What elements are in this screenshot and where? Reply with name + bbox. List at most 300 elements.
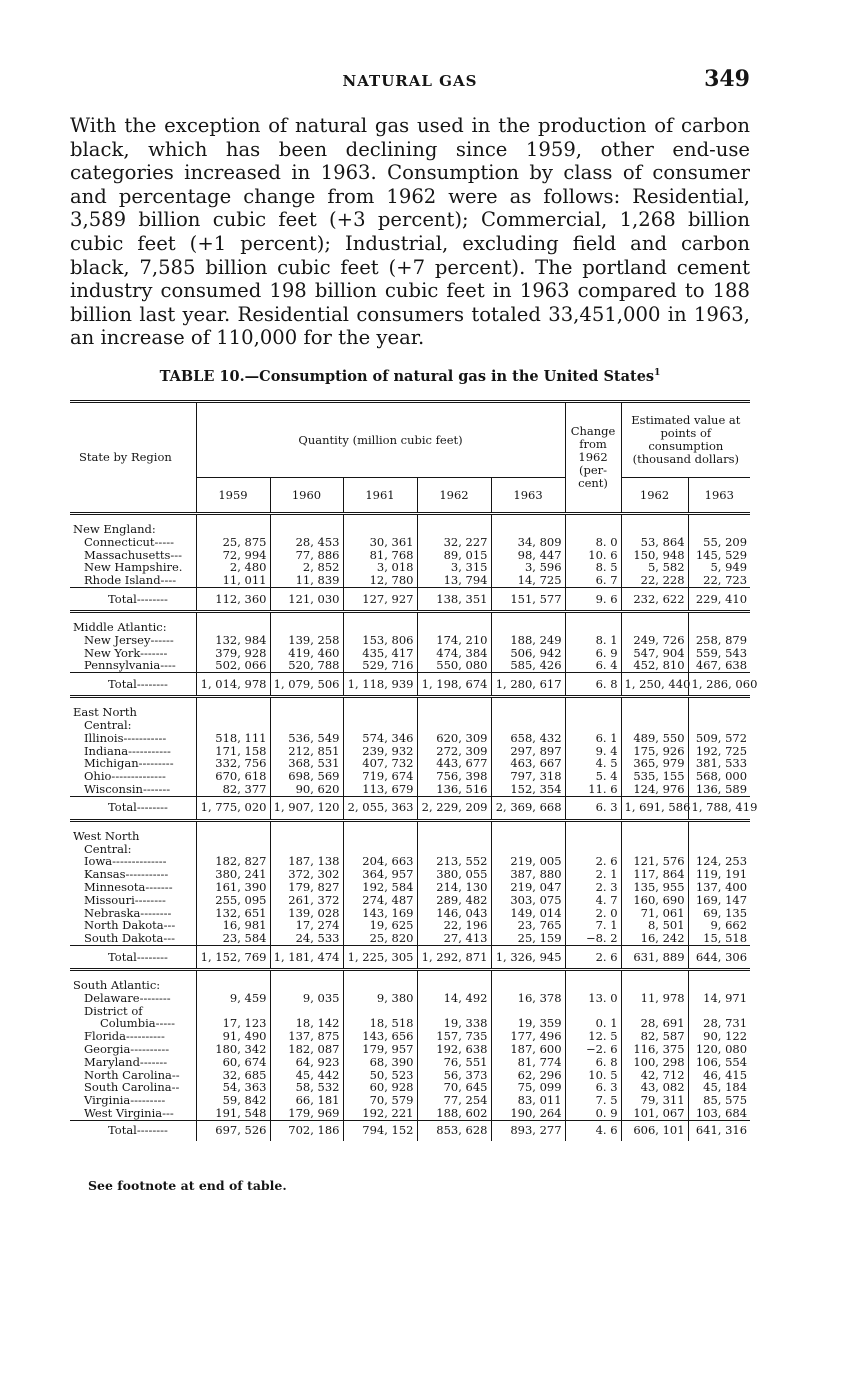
total-cell: 697, 526: [196, 1120, 270, 1141]
data-cell: 82, 377: [196, 783, 270, 796]
total-row: [70, 587, 750, 611]
data-cell: 145, 529: [688, 549, 750, 562]
data-cell: 698, 569: [270, 770, 343, 783]
data-cell: 3, 018: [343, 561, 417, 574]
total-cell: 702, 186: [270, 1120, 343, 1141]
total-cell: 138, 351: [417, 587, 491, 611]
data-cell: 474, 384: [417, 647, 491, 660]
empty-cell: [196, 697, 270, 719]
empty-cell: [270, 697, 343, 719]
data-cell: 17, 123: [196, 1017, 270, 1030]
data-cell: 372, 302: [270, 868, 343, 881]
data-cell: 66, 181: [270, 1094, 343, 1107]
total-cell: 1, 286, 060: [688, 673, 750, 697]
data-cell: 28, 691: [621, 1017, 688, 1030]
data-cell: 132, 984: [196, 634, 270, 647]
data-cell: 19, 359: [491, 1017, 565, 1030]
region-name: New England:: [73, 522, 156, 536]
data-cell: 55, 209: [688, 536, 750, 549]
region-header-row: [70, 969, 750, 991]
data-cell: 83, 011: [491, 1094, 565, 1107]
data-cell: 6. 9: [565, 647, 621, 660]
data-cell: 192, 221: [343, 1107, 417, 1120]
data-cell: 5. 4: [565, 770, 621, 783]
data-cell: 62, 296: [491, 1069, 565, 1082]
data-cell: 192, 725: [688, 745, 750, 758]
data-cell: 113, 679: [343, 783, 417, 796]
data-cell: 14, 725: [491, 574, 565, 587]
state-name: Missouri--------: [84, 893, 166, 907]
data-cell: 177, 496: [491, 1030, 565, 1043]
data-cell: −2. 6: [565, 1043, 621, 1056]
empty-cell: [270, 969, 343, 991]
empty-cell: [417, 820, 491, 842]
empty-cell: [417, 719, 491, 732]
total-cell: 794, 152: [343, 1120, 417, 1141]
data-cell: 506, 942: [491, 647, 565, 660]
data-cell: 239, 932: [343, 745, 417, 758]
data-cell: 182, 087: [270, 1043, 343, 1056]
data-cell: 364, 957: [343, 868, 417, 881]
data-cell: 27, 413: [417, 932, 491, 945]
empty-cell: [343, 514, 417, 536]
empty-cell: [343, 611, 417, 633]
data-cell: 171, 158: [196, 745, 270, 758]
data-cell: −8. 2: [565, 932, 621, 945]
data-cell: 23, 765: [491, 919, 565, 932]
data-cell: 387, 880: [491, 868, 565, 881]
data-cell: 380, 241: [196, 868, 270, 881]
data-cell: 620, 309: [417, 732, 491, 745]
state-name: Rhode Island----: [84, 574, 177, 588]
data-cell: 188, 249: [491, 634, 565, 647]
data-cell: 139, 258: [270, 634, 343, 647]
data-cell: 435, 417: [343, 647, 417, 660]
data-cell: 116, 375: [621, 1043, 688, 1056]
data-cell: 139, 028: [270, 907, 343, 920]
empty-cell: [565, 514, 621, 536]
stub-header: State by Region: [70, 402, 196, 514]
data-cell: 77, 886: [270, 549, 343, 562]
data-cell: 12, 780: [343, 574, 417, 587]
empty-cell: [621, 611, 688, 633]
state-name: Kansas-----------: [84, 868, 169, 881]
data-cell: 7. 5: [565, 1094, 621, 1107]
total-cell: 6. 8: [565, 673, 621, 697]
empty-cell: [491, 611, 565, 633]
data-cell: 150, 948: [621, 549, 688, 562]
empty-cell: [270, 719, 343, 732]
state-name: Ohio--------------: [84, 770, 166, 783]
page-number: 349: [704, 66, 750, 92]
region-header-row: [70, 697, 750, 719]
table-row: [70, 634, 750, 647]
data-cell: 58, 532: [270, 1081, 343, 1094]
data-cell: 550, 080: [417, 659, 491, 672]
data-cell: 16, 242: [621, 932, 688, 945]
total-cell: 229, 410: [688, 587, 750, 611]
region-name: West North: [73, 828, 140, 843]
total-cell: 232, 622: [621, 587, 688, 611]
data-cell: 756, 398: [417, 770, 491, 783]
data-cell: 204, 663: [343, 855, 417, 868]
table-row: [70, 1107, 750, 1120]
data-cell: 23, 584: [196, 932, 270, 945]
data-cell: 4. 7: [565, 894, 621, 907]
data-cell: 22, 723: [688, 574, 750, 587]
data-cell: 8. 0: [565, 536, 621, 549]
data-cell: 60, 674: [196, 1056, 270, 1069]
table-title-text: TABLE 10.—Consumption of natural gas in the United States: [159, 368, 655, 385]
total-cell: 112, 360: [196, 587, 270, 611]
data-cell: 2. 1: [565, 868, 621, 881]
region-name-continued: Central:: [84, 842, 132, 856]
total-cell: 631, 889: [621, 945, 688, 969]
data-cell: 18, 142: [270, 1017, 343, 1030]
total-cell: 2. 6: [565, 945, 621, 969]
total-cell: 1, 079, 506: [270, 673, 343, 697]
data-cell: 188, 602: [417, 1107, 491, 1120]
data-cell: 187, 600: [491, 1043, 565, 1056]
data-cell: 79, 311: [621, 1094, 688, 1107]
table-row: [70, 732, 750, 745]
data-cell: 11, 011: [196, 574, 270, 587]
table-row: [70, 574, 750, 587]
total-cell: 1, 788, 419: [688, 796, 750, 820]
data-cell: 2, 480: [196, 561, 270, 574]
empty-cell: [343, 719, 417, 732]
total-cell: 6. 3: [565, 796, 621, 820]
data-cell: 59, 842: [196, 1094, 270, 1107]
data-cell: 136, 516: [417, 783, 491, 796]
data-cell: 43, 082: [621, 1081, 688, 1094]
data-cell: 2. 6: [565, 855, 621, 868]
total-cell: 853, 628: [417, 1120, 491, 1141]
data-cell: 76, 551: [417, 1056, 491, 1069]
empty-cell: [621, 820, 688, 842]
data-cell: 585, 426: [491, 659, 565, 672]
empty-cell: [621, 969, 688, 991]
empty-cell: [621, 719, 688, 732]
data-cell: 303, 075: [491, 894, 565, 907]
data-cell: 160, 690: [621, 894, 688, 907]
state-name: South Carolina--: [84, 1081, 180, 1095]
data-cell: 179, 969: [270, 1107, 343, 1120]
data-cell: 192, 638: [417, 1043, 491, 1056]
data-cell: 19, 338: [417, 1017, 491, 1030]
empty-cell: [688, 514, 750, 536]
data-cell: 192, 584: [343, 881, 417, 894]
total-cell: 9. 6: [565, 587, 621, 611]
data-cell: 443, 677: [417, 757, 491, 770]
data-cell: 24, 533: [270, 932, 343, 945]
state-name: New York-------: [84, 646, 168, 660]
body-paragraph: [70, 114, 750, 350]
empty-cell: [621, 697, 688, 719]
data-cell: 8. 5: [565, 561, 621, 574]
empty-cell: [196, 719, 270, 732]
empty-cell: [417, 611, 491, 633]
region-header-row: [70, 820, 750, 842]
empty-cell: [688, 697, 750, 719]
data-cell: 42, 712: [621, 1069, 688, 1082]
data-cell: 520, 788: [270, 659, 343, 672]
total-label: Total--------: [70, 587, 196, 611]
total-label: Total--------: [70, 796, 196, 820]
state-name: Iowa--------------: [84, 855, 167, 869]
region-header-row: [70, 611, 750, 633]
paragraph-text: With the exception of natural gas used in the production of carbon black, which has been declining since 1959, other end-use categories increased in 1963. Consumption by class of consumer and percentage change from 1962 were as follows: Residential, 3,589 billion cubic feet (+3 percent); Commercial, 1,268 billion cubic feet (+1 percent); Industrial, excluding field and carbon black, 7,585 billion cubic feet (+7 percent). The portland cement industry consumed 198 billion cubic feet in 1963 compared to 188 billion last year. Residential consumers totaled 33,451,000 in 1963, an increase of 110,000 for the year.: [70, 114, 750, 350]
state-name: Florida----------: [84, 1030, 165, 1043]
region-name: East North: [73, 705, 137, 719]
data-cell: 70, 579: [343, 1094, 417, 1107]
data-cell: 467, 638: [688, 659, 750, 672]
data-cell: 2, 852: [270, 561, 343, 574]
data-cell: 45, 184: [688, 1081, 750, 1094]
data-cell: 45, 442: [270, 1069, 343, 1082]
total-cell: 1, 014, 978: [196, 673, 270, 697]
empty-cell: [196, 514, 270, 536]
data-cell: 274, 487: [343, 894, 417, 907]
data-cell: 68, 390: [343, 1056, 417, 1069]
data-cell: 574, 346: [343, 732, 417, 745]
state-name: North Carolina--: [84, 1068, 180, 1082]
state-name: West Virginia---: [84, 1106, 174, 1120]
data-cell: 179, 957: [343, 1043, 417, 1056]
data-cell: 9. 4: [565, 745, 621, 758]
state-name: Michigan---------: [84, 757, 174, 771]
data-cell: 9, 662: [688, 919, 750, 932]
data-cell: 32, 685: [196, 1069, 270, 1082]
data-cell: 182, 827: [196, 855, 270, 868]
data-cell: 89, 015: [417, 549, 491, 562]
table-title-footnote: 1: [654, 368, 661, 379]
empty-cell: [196, 611, 270, 633]
empty-cell: [270, 820, 343, 842]
total-cell: 1, 225, 305: [343, 945, 417, 969]
total-label: Total--------: [70, 945, 196, 969]
data-cell: 8. 1: [565, 634, 621, 647]
data-cell: 77, 254: [417, 1094, 491, 1107]
data-cell: 28, 731: [688, 1017, 750, 1030]
total-cell: 1, 326, 945: [491, 945, 565, 969]
data-cell: 14, 492: [417, 992, 491, 1005]
data-cell: 16, 981: [196, 919, 270, 932]
empty-cell: [688, 969, 750, 991]
empty-cell: [196, 820, 270, 842]
state-name: Maryland-------: [84, 1055, 168, 1069]
data-cell: 161, 390: [196, 881, 270, 894]
empty-cell: [343, 969, 417, 991]
data-cell: 219, 005: [491, 855, 565, 868]
data-cell: 529, 716: [343, 659, 417, 672]
data-cell: 180, 342: [196, 1043, 270, 1056]
data-cell: 143, 169: [343, 907, 417, 920]
data-cell: 18, 518: [343, 1017, 417, 1030]
data-cell: 5, 582: [621, 561, 688, 574]
empty-cell: [491, 514, 565, 536]
data-cell: 272, 309: [417, 745, 491, 758]
data-cell: 25, 820: [343, 932, 417, 945]
data-cell: 289, 482: [417, 894, 491, 907]
data-cell: 106, 554: [688, 1056, 750, 1069]
table-title: [70, 368, 750, 385]
data-cell: 11, 839: [270, 574, 343, 587]
table-row: [70, 881, 750, 894]
total-cell: 1, 292, 871: [417, 945, 491, 969]
table-row: [70, 1094, 750, 1107]
total-cell: 1, 250, 440: [621, 673, 688, 697]
empty-cell: [491, 719, 565, 732]
empty-cell: [565, 820, 621, 842]
total-cell: 1, 152, 769: [196, 945, 270, 969]
total-cell: 1, 907, 120: [270, 796, 343, 820]
data-cell: 407, 732: [343, 757, 417, 770]
data-cell: 14, 971: [688, 992, 750, 1005]
data-cell: 175, 926: [621, 745, 688, 758]
data-cell: 536, 549: [270, 732, 343, 745]
data-cell: 75, 099: [491, 1081, 565, 1094]
table-row: [70, 932, 750, 945]
state-name: Massachusetts---: [84, 548, 183, 562]
value-year-header: 1962: [621, 478, 688, 514]
state-name: Nebraska--------: [84, 906, 172, 920]
total-cell: 1, 198, 674: [417, 673, 491, 697]
data-cell: 85, 575: [688, 1094, 750, 1107]
data-cell: 22, 228: [621, 574, 688, 587]
data-cell: 60, 928: [343, 1081, 417, 1094]
data-cell: 50, 523: [343, 1069, 417, 1082]
empty-cell: [270, 514, 343, 536]
state-name: Virginia---------: [84, 1094, 166, 1107]
data-cell: 124, 976: [621, 783, 688, 796]
state-name: Minnesota-------: [84, 880, 173, 894]
data-cell: 6. 1: [565, 732, 621, 745]
data-cell: 6. 8: [565, 1056, 621, 1069]
data-cell: 153, 806: [343, 634, 417, 647]
data-cell: 169, 147: [688, 894, 750, 907]
empty-cell: [417, 969, 491, 991]
data-cell: 28, 453: [270, 536, 343, 549]
table-row: [70, 783, 750, 796]
data-cell: 5, 949: [688, 561, 750, 574]
table-row: [70, 894, 750, 907]
consumption-table: [70, 400, 758, 1141]
data-cell: 174, 210: [417, 634, 491, 647]
data-cell: 381, 533: [688, 757, 750, 770]
data-cell: 56, 373: [417, 1069, 491, 1082]
empty-cell: [343, 697, 417, 719]
data-cell: 658, 432: [491, 732, 565, 745]
data-cell: 32, 227: [417, 536, 491, 549]
state-name: Indiana-----------: [84, 744, 171, 758]
data-cell: 6. 7: [565, 574, 621, 587]
data-cell: 119, 191: [688, 868, 750, 881]
quantity-year-header: 1963: [491, 478, 565, 514]
data-cell: 137, 400: [688, 881, 750, 894]
data-cell: 64, 923: [270, 1056, 343, 1069]
empty-cell: [196, 969, 270, 991]
data-cell: 9, 035: [270, 992, 343, 1005]
table-body: [70, 514, 758, 1141]
quantity-year-header: 1962: [417, 478, 491, 514]
data-cell: 103, 684: [688, 1107, 750, 1120]
data-cell: 10. 6: [565, 549, 621, 562]
table-row: [70, 659, 750, 672]
total-cell: 893, 277: [491, 1120, 565, 1141]
data-cell: 0. 9: [565, 1107, 621, 1120]
data-cell: 81, 768: [343, 549, 417, 562]
value-year-header: 1963: [688, 478, 750, 514]
quantity-header: Quantity (million cubic feet): [196, 402, 565, 478]
change-header: Change from 1962 (per-cent): [565, 402, 621, 514]
data-cell: 212, 851: [270, 745, 343, 758]
value-header: Estimated value at points of consumption (thousand dollars): [621, 402, 750, 478]
data-cell: 100, 298: [621, 1056, 688, 1069]
quantity-year-header: 1959: [196, 478, 270, 514]
empty-cell: [565, 719, 621, 732]
data-cell: 91, 490: [196, 1030, 270, 1043]
data-cell: 3, 596: [491, 561, 565, 574]
state-name: Wisconsin-------: [84, 782, 171, 796]
data-cell: 179, 827: [270, 881, 343, 894]
data-cell: 132, 651: [196, 907, 270, 920]
empty-cell: [491, 697, 565, 719]
data-cell: 81, 774: [491, 1056, 565, 1069]
data-cell: 136, 589: [688, 783, 750, 796]
data-cell: 518, 111: [196, 732, 270, 745]
data-cell: 797, 318: [491, 770, 565, 783]
empty-cell: [621, 514, 688, 536]
total-cell: 606, 101: [621, 1120, 688, 1141]
data-cell: 149, 014: [491, 907, 565, 920]
data-cell: 6. 3: [565, 1081, 621, 1094]
region-header-row: [70, 514, 750, 536]
data-cell: 30, 361: [343, 536, 417, 549]
total-row: [70, 945, 750, 969]
data-cell: 4. 5: [565, 757, 621, 770]
empty-cell: [417, 514, 491, 536]
empty-cell: [343, 820, 417, 842]
state-name: Delaware--------: [84, 991, 171, 1005]
table-row: [70, 1056, 750, 1069]
page-header: [70, 66, 750, 96]
data-cell: 379, 928: [196, 647, 270, 660]
data-cell: 249, 726: [621, 634, 688, 647]
data-cell: 157, 735: [417, 1030, 491, 1043]
data-cell: 368, 531: [270, 757, 343, 770]
total-cell: 4. 6: [565, 1120, 621, 1141]
data-cell: 121, 576: [621, 855, 688, 868]
table-row: [70, 992, 750, 1005]
region-name-continued: Central:: [84, 718, 132, 732]
region-header-row: [70, 719, 750, 732]
data-cell: 70, 645: [417, 1081, 491, 1094]
data-cell: 11, 978: [621, 992, 688, 1005]
running-head: NATURAL GAS: [342, 72, 478, 90]
data-cell: 2. 0: [565, 907, 621, 920]
data-cell: 98, 447: [491, 549, 565, 562]
total-cell: 1, 181, 474: [270, 945, 343, 969]
data-cell: 135, 955: [621, 881, 688, 894]
data-cell: 3, 315: [417, 561, 491, 574]
data-cell: 13. 0: [565, 992, 621, 1005]
data-cell: 258, 879: [688, 634, 750, 647]
state-name: Connecticut-----: [84, 535, 174, 549]
total-row: [70, 796, 750, 820]
empty-cell: [491, 820, 565, 842]
data-cell: 419, 460: [270, 647, 343, 660]
